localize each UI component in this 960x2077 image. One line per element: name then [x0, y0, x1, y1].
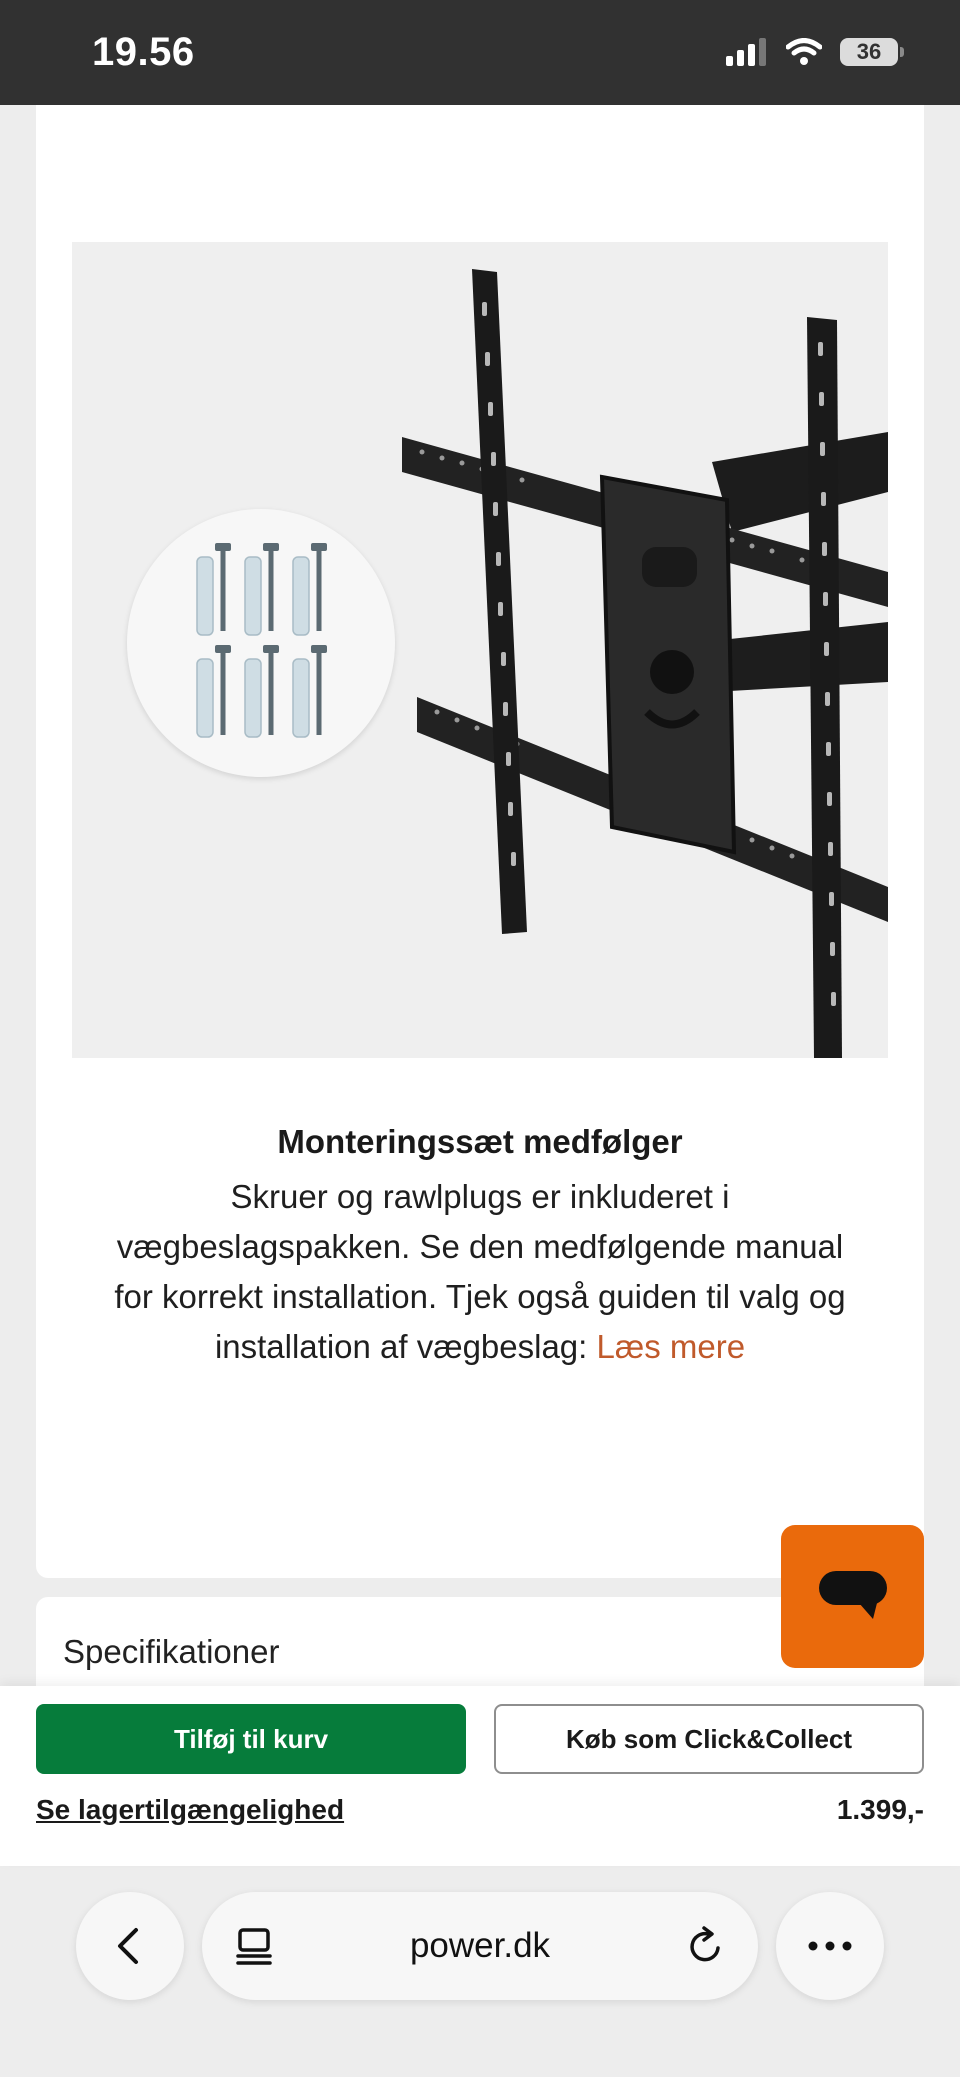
- reload-icon[interactable]: [686, 1926, 726, 1966]
- back-button[interactable]: [76, 1892, 184, 2000]
- back-icon: [110, 1926, 150, 1966]
- url-text: power.dk: [409, 1926, 551, 1965]
- screws-illustration: [127, 509, 395, 777]
- status-icons: [726, 38, 898, 66]
- chat-icon: [817, 1567, 889, 1627]
- more-icon: [808, 1941, 852, 1951]
- status-time: 19.56: [92, 30, 195, 74]
- read-more-link[interactable]: Læs mere: [596, 1328, 746, 1365]
- product-feature-card: [36, 60, 924, 1578]
- screws-inset: [127, 509, 395, 777]
- click-collect-button[interactable]: Køb som Click&Collect: [494, 1704, 924, 1774]
- wifi-icon: [786, 38, 822, 66]
- battery-indicator: 36: [840, 38, 898, 66]
- stock-availability-link[interactable]: Se lagertilgængelighed: [36, 1794, 345, 1825]
- address-bar[interactable]: [202, 1892, 758, 2000]
- sticky-buy-bar: [0, 1686, 960, 1866]
- feature-description-text: Skruer og rawlplugs er inkluderet i vægbeslagspakken. Se den medfølgende manual for korrekt installation. Tjek også guiden til valg og installation af vægbeslag:: [114, 1178, 846, 1365]
- status-bar: [0, 0, 960, 105]
- specifications-title: Specifikationer: [63, 1633, 280, 1670]
- product-image: [72, 242, 888, 1058]
- chat-button[interactable]: [781, 1525, 924, 1668]
- price: 1.399,-: [836, 1794, 924, 1825]
- add-to-cart-button[interactable]: Tilføj til kurv: [36, 1704, 466, 1774]
- feature-description: [106, 1172, 854, 1372]
- more-button[interactable]: [776, 1892, 884, 2000]
- browser-toolbar: [0, 1866, 960, 2077]
- feature-title: Monteringssæt medfølger: [277, 1123, 683, 1160]
- signal-icon: [726, 38, 768, 66]
